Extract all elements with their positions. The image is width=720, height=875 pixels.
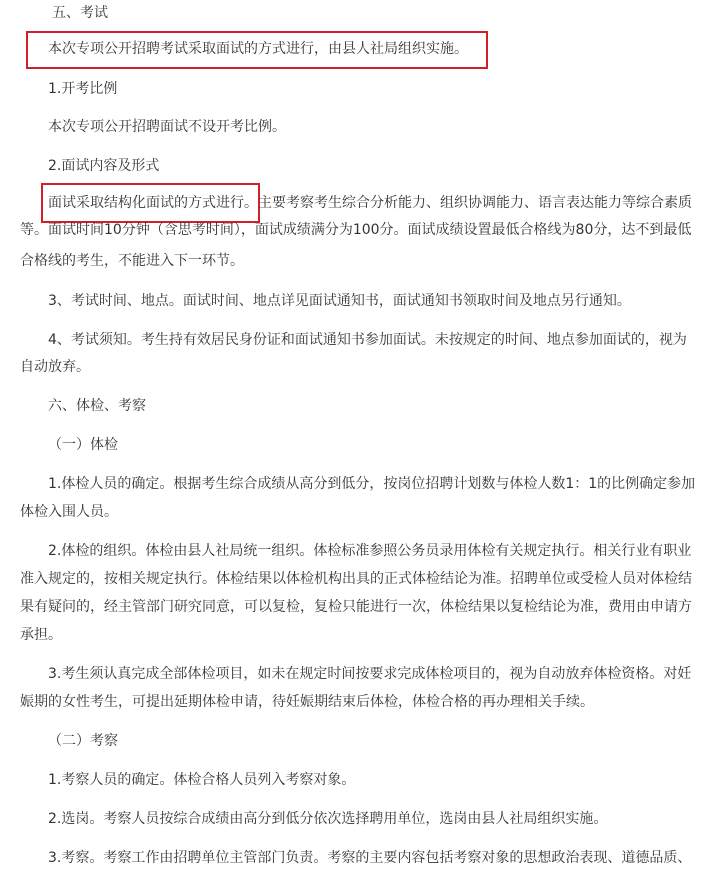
subheading-exam-ratio: 1.开考比例 <box>48 81 118 97</box>
paragraph-inspection-content: 3.考察。考察工作由招聘单位主管部门负责。考察的主要内容包括考察对象的思想政治表现、道德品质、 <box>48 850 692 866</box>
paragraph-medical-selection-line-1: 1.体检人员的确定。根据考生综合成绩从高分到低分，按岗位招聘计划数与体检人数1：1的比例确定参加 <box>48 476 696 492</box>
paragraph-exam-notice-line-1: 4、考试须知。考生持有效居民身份证和面试通知书参加面试。未按规定的时间、地点参加面试的，视为 <box>48 332 687 348</box>
paragraph-medical-completion-line-2: 娠期的女性考生，可提出延期体检申请，待妊娠期结束后体检，体检合格的再办理相关手续。 <box>20 694 594 710</box>
paragraph-exam-method: 本次专项公开招聘考试采取面试的方式进行，由县人社局组织实施。 <box>48 41 468 57</box>
section-heading-exam: 五、考试 <box>52 5 108 21</box>
paragraph-exam-ratio: 本次专项公开招聘面试不设开考比例。 <box>48 119 286 135</box>
subheading-medical-check: （一）体检 <box>48 437 118 453</box>
paragraph-medical-organization-line-4: 承担。 <box>20 627 62 643</box>
paragraph-exam-notice-line-2: 自动放弃。 <box>20 359 90 375</box>
paragraph-medical-organization-line-1: 2.体检的组织。体检由县人社局统一组织。体检标准参照公务员录用体检有关规定执行。相关行业有职业 <box>48 543 692 559</box>
subheading-inspection: （二）考察 <box>48 733 118 749</box>
paragraph-medical-organization-line-3: 果有疑问的，经主管部门研究同意，可以复检，复检只能进行一次，体检结果以复检结论为准，费用由申请方 <box>20 599 692 615</box>
paragraph-medical-organization-line-2: 准入规定的，按相关规定执行。体检结果以体检机构出具的正式体检结论为准。招聘单位或受检人员对体检结 <box>20 571 692 587</box>
paragraph-medical-selection-line-2: 体检入围人员。 <box>20 504 118 520</box>
section-heading-medical-check: 六、体检、考察 <box>48 398 146 414</box>
paragraph-interview-line-2: 等。面试时间10分钟（含思考时间），面试成绩满分为100分。面试成绩设置最低合格线为80分，达不到最低 <box>20 222 692 238</box>
paragraph-interview-line-1: 面试采取结构化面试的方式进行。主要考察考生综合分析能力、组织协调能力、语言表达能力等综合素质 <box>48 195 692 211</box>
paragraph-interview-line-3: 合格线的考生，不能进入下一环节。 <box>20 253 244 269</box>
paragraph-medical-completion-line-1: 3.考生须认真完成全部体检项目，如未在规定时间按要求完成体检项目的，视为自动放弃体检资格。对妊 <box>48 666 692 682</box>
paragraph-inspection-selection: 1.考察人员的确定。体检合格人员列入考察对象。 <box>48 772 356 788</box>
paragraph-exam-time-place: 3、考试时间、地点。面试时间、地点详见面试通知书，面试通知书领取时间及地点另行通知。 <box>48 293 631 309</box>
subheading-interview-content: 2.面试内容及形式 <box>48 158 160 174</box>
paragraph-post-selection: 2.选岗。考察人员按综合成绩由高分到低分依次选择聘用单位，选岗由县人社局组织实施。 <box>48 811 608 827</box>
